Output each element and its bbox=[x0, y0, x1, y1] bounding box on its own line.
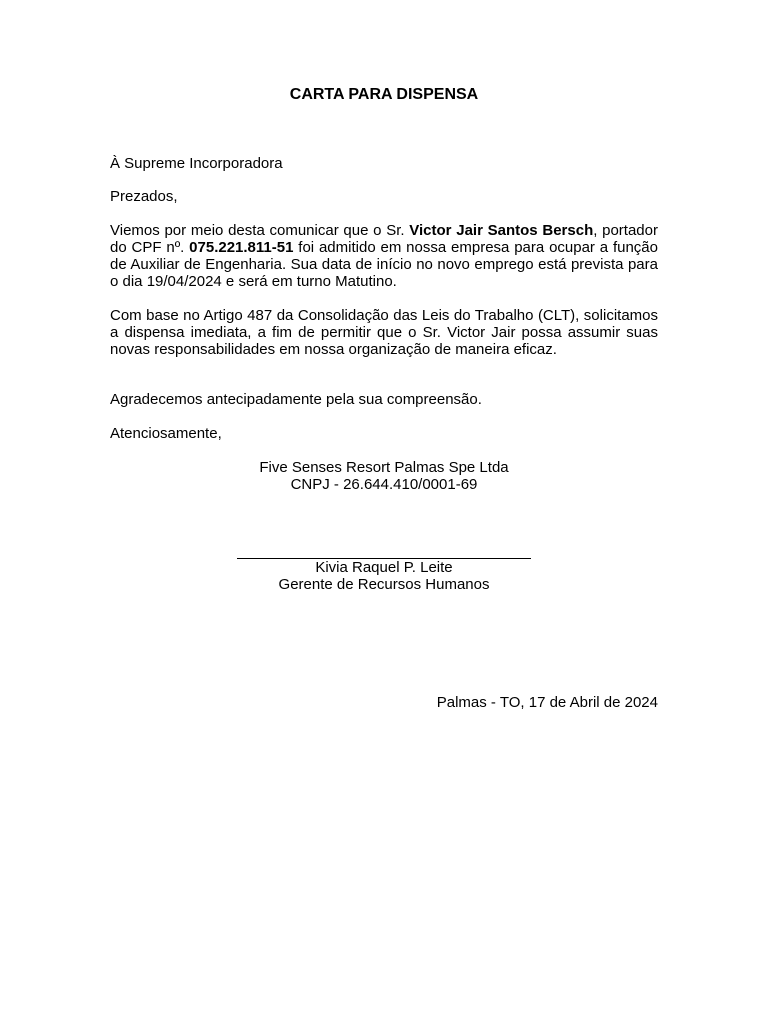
paragraph-admission bbox=[110, 222, 658, 290]
signer-name: Kivia Raquel P. Leite bbox=[315, 559, 453, 576]
place-and-date: Palmas - TO, 17 de Abril de 2024 bbox=[436, 694, 658, 711]
greeting-line: Prezados, bbox=[110, 188, 178, 205]
paragraph-admission-text-3: foi admitido em nossa empresa para ocupar a função de Auxiliar de Engenharia. Sua data de início no novo emprego está prevista para o dia 19/04/2024 e será em turno Matutino. bbox=[110, 239, 658, 290]
letter-title: CARTA PARA DISPENSA bbox=[289, 86, 479, 103]
employee-cpf: 075.221.811-51 bbox=[189, 239, 294, 256]
addressee-line: À Supreme Incorporadora bbox=[110, 155, 283, 172]
paragraph-admission-text-1: Viemos por meio desta comunicar que o Sr. bbox=[110, 222, 410, 239]
employee-name: Victor Jair Santos Bersch bbox=[409, 222, 594, 239]
closing-line: Atenciosamente, bbox=[110, 425, 222, 442]
paragraph-admission-text-2: , portador do CPF nº. bbox=[110, 222, 658, 256]
signer-role: Gerente de Recursos Humanos bbox=[278, 576, 490, 593]
company-cnpj: CNPJ - 26.644.410/0001-69 bbox=[290, 476, 478, 493]
company-name: Five Senses Resort Palmas Spe Ltda bbox=[259, 459, 509, 476]
paragraph-dismissal-request: Com base no Artigo 487 da Consolidação das Leis do Trabalho (CLT), solicitamos a dispensa imediata, a fim de permitir que o Sr. Victor Jair possa assumir suas novas responsabilidades em nossa organização de maneira eficaz. bbox=[110, 307, 658, 358]
thanks-line: Agradecemos antecipadamente pela sua compreensão. bbox=[110, 391, 482, 408]
